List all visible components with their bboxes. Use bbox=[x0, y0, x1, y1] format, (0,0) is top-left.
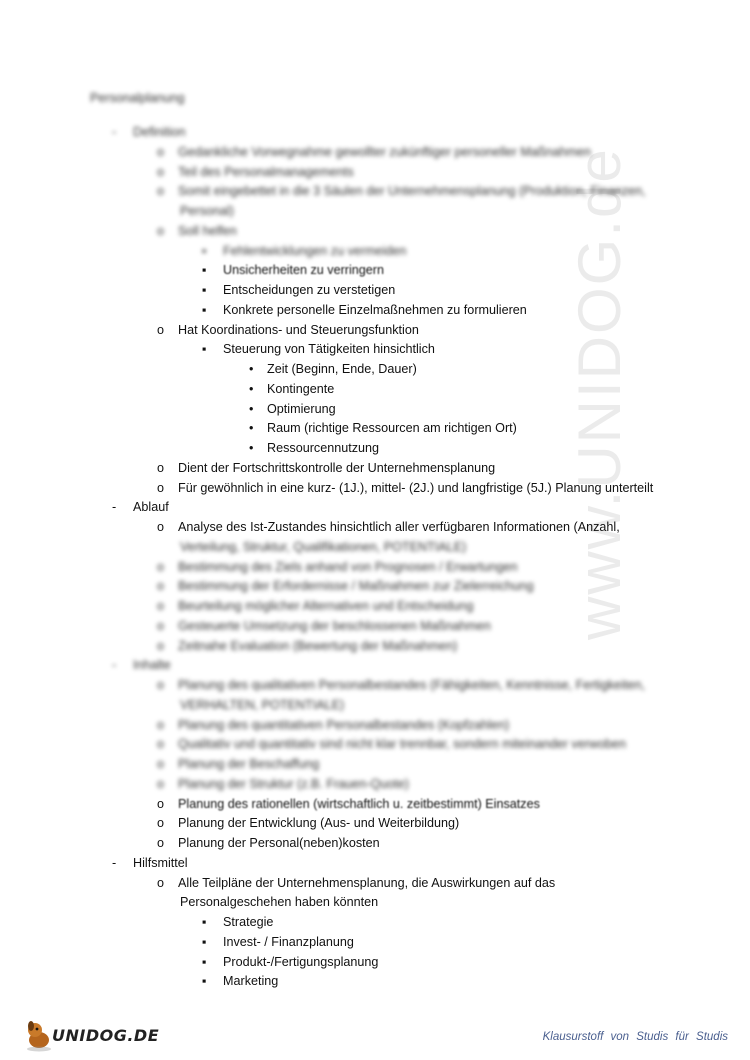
bullet-marker: o bbox=[157, 520, 165, 534]
outline-line: Bestimmung der Erfordernisse / Maßnahmen zur Zielerreichung bbox=[178, 579, 534, 594]
bullet-marker: - bbox=[112, 125, 117, 139]
bullet-marker: ▪ bbox=[202, 342, 207, 357]
bullet-marker: • bbox=[249, 401, 254, 416]
outline-line: Ressourcennutzung bbox=[267, 441, 380, 455]
outline-line: Somit eingebettet in die 3 Säulen der Unternehmensplanung (Produktion, Finanzen, bbox=[178, 184, 646, 199]
outline-line: Entscheidungen zu verstetigen bbox=[223, 283, 396, 297]
outline-line: Zeit (Beginn, Ende, Dauer) bbox=[267, 362, 417, 376]
bullet-marker: o bbox=[157, 164, 165, 179]
outline-line: Personalgeschehen haben könnten bbox=[180, 895, 379, 910]
outline-line: Gesteuerte Umsetzung der beschlossenen Maßnahmen bbox=[178, 618, 491, 633]
outline-line: Fehlentwicklungen zu vermeiden bbox=[223, 243, 407, 258]
outline-line: Planung der Beschaffung bbox=[178, 757, 320, 771]
bullet-marker: ▪ bbox=[202, 954, 207, 969]
outline-line: VERHALTEN, POTENTIALE) bbox=[180, 697, 345, 712]
outline-line: Planung des quantitativen Personalbestandes (Kopfzahlen) bbox=[178, 717, 510, 732]
watermark: www.UNIDOG.de bbox=[566, 147, 633, 640]
outline-line: Dient der Fortschrittskontrolle der Unternehmensplanung bbox=[178, 460, 496, 475]
bullet-marker: o bbox=[157, 717, 165, 732]
outline-line: Inhalte bbox=[133, 658, 171, 673]
outline-line: Zeitnahe Evaluation (Bewertung der Maßnahmen) bbox=[178, 638, 458, 653]
outline-line: Unsicherheiten zu verringern bbox=[223, 263, 385, 278]
outline-line: Definition bbox=[133, 125, 186, 139]
outline-line: Planung der Personal(neben)kosten bbox=[178, 836, 380, 850]
outline-line: Planung des rationellen (wirtschaftlich u. zeitbestimmt) Einsatzes bbox=[178, 796, 540, 811]
bullet-marker: o bbox=[157, 599, 165, 613]
outline-line: Qualitativ und quantitativ sind nicht klar trennbar, sondern miteinander verwoben bbox=[178, 737, 627, 752]
outline-line: Kontingente bbox=[267, 381, 335, 396]
footer-slogan: Klausurstoff von Studis für Studis bbox=[542, 1031, 728, 1043]
outline-line: Marketing bbox=[223, 974, 279, 989]
bullet-marker: o bbox=[157, 618, 165, 633]
outline-line: Ablauf bbox=[133, 500, 169, 515]
outline-line: Analyse des Ist-Zustandes hinsichtlich aller verfügbaren Informationen (Anzahl, bbox=[178, 520, 620, 534]
bullet-marker: o bbox=[157, 579, 165, 594]
bullet-marker: o bbox=[157, 460, 165, 475]
bullet-marker: o bbox=[157, 737, 165, 752]
document-title: Personalplanung bbox=[90, 91, 185, 105]
bullet-marker: o bbox=[157, 776, 165, 791]
logo-text: UNIDOG.DE bbox=[52, 1026, 160, 1045]
bullet-marker: - bbox=[112, 855, 117, 870]
outline-line: Verteilung, Struktur, Qualifikationen, POTENTIALE) bbox=[180, 539, 467, 554]
outline-line: Invest- / Finanzplanung bbox=[223, 934, 354, 949]
bullet-marker: o bbox=[157, 480, 165, 495]
outline-line: Gedankliche Vorwegnahme gewollter zukünftiger personeller Maßnahmen bbox=[178, 144, 592, 159]
outline-line: Personal) bbox=[180, 204, 234, 218]
outline-line: Produkt-/Fertigungsplanung bbox=[223, 954, 379, 969]
bullet-marker: o bbox=[157, 184, 165, 199]
outline-line: Soll helfen bbox=[178, 223, 237, 238]
bullet-marker: o bbox=[157, 322, 165, 337]
bullet-marker: o bbox=[157, 678, 165, 692]
bullet-marker: ▪ bbox=[202, 934, 207, 949]
outline-line: Hat Koordinations- und Steuerungsfunktion bbox=[178, 322, 419, 337]
bullet-marker: o bbox=[157, 559, 165, 574]
outline-line: Optimierung bbox=[267, 401, 336, 416]
bullet-marker: o bbox=[157, 796, 165, 811]
outline-line: Hilfsmittel bbox=[133, 855, 188, 870]
bullet-marker: o bbox=[157, 836, 165, 850]
bullet-marker: o bbox=[157, 816, 165, 831]
bullet-marker: o bbox=[157, 223, 165, 238]
bullet-marker: ▪ bbox=[202, 243, 207, 258]
outline-line: Konkrete personelle Einzelmaßnehmen zu formulieren bbox=[223, 302, 527, 317]
outline-line: Strategie bbox=[223, 915, 274, 929]
bullet-marker: • bbox=[249, 441, 254, 455]
bullet-marker: ▪ bbox=[202, 974, 207, 989]
bullet-marker: ▪ bbox=[202, 915, 207, 929]
outline-line: Beurteilung möglicher Alternativen und Entscheidung bbox=[178, 599, 474, 613]
bullet-marker: o bbox=[157, 757, 165, 771]
outline-line: Planung des qualitativen Personalbestandes (Fähigkeiten, Kenntnisse, Fertigkeiten, bbox=[178, 678, 645, 692]
outline-line: Alle Teilpläne der Unternehmensplanung, die Auswirkungen auf das bbox=[178, 875, 556, 890]
bullet-marker: • bbox=[249, 362, 254, 376]
bullet-marker: - bbox=[112, 500, 117, 515]
bullet-marker: ▪ bbox=[202, 302, 207, 317]
outline-line: Bestimmung des Ziels anhand von Prognosen / Erwartungen bbox=[178, 559, 518, 574]
outline-line: Teil des Personalmanagements bbox=[178, 164, 354, 179]
bullet-marker: ▪ bbox=[202, 263, 207, 278]
bullet-marker: • bbox=[249, 421, 254, 436]
bullet-marker: ▪ bbox=[202, 283, 207, 297]
outline-line: Planung der Struktur (z.B. Frauen-Quote) bbox=[178, 776, 409, 791]
outline-line: Raum (richtige Ressourcen am richtigen Ort) bbox=[267, 421, 517, 436]
outline-line: Planung der Entwicklung (Aus- und Weiterbildung) bbox=[178, 816, 460, 831]
bullet-marker: - bbox=[112, 658, 117, 673]
outline-line: Für gewöhnlich in eine kurz- (1J.), mittel- (2J.) und langfristige (5J.) Planung unterteilt bbox=[178, 480, 654, 495]
bullet-marker: o bbox=[157, 875, 165, 890]
bullet-marker: o bbox=[157, 638, 165, 653]
bullet-marker: o bbox=[157, 144, 165, 159]
outline-line: Steuerung von Tätigkeiten hinsichtlich bbox=[223, 342, 435, 357]
bullet-marker: • bbox=[249, 381, 254, 396]
